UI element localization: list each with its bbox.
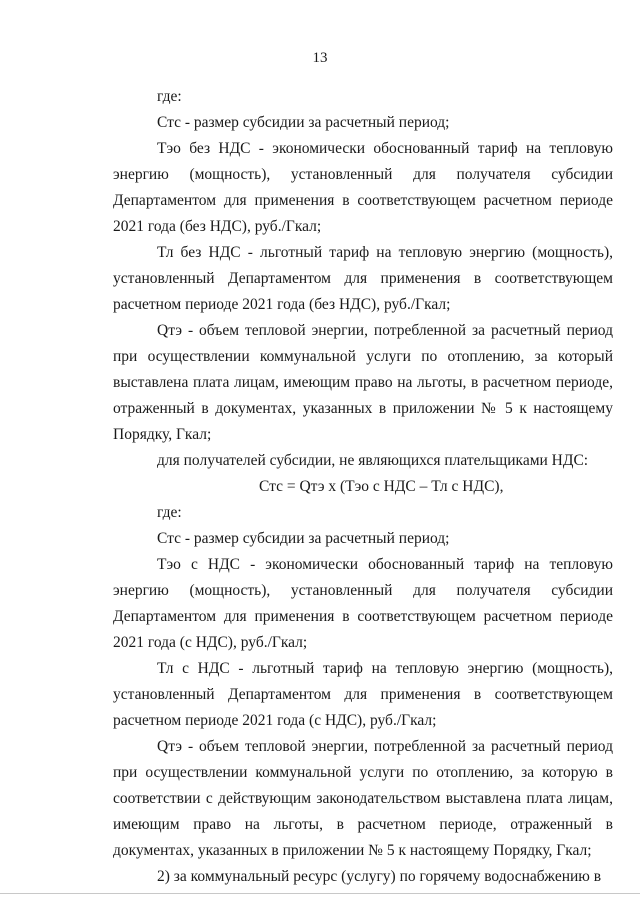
subsidy-formula: Стс = Qтэ х (Тэо с НДС – Тл с НДС), bbox=[259, 478, 504, 495]
definition-stc: Стс - размер субсидии за расчетный период; bbox=[157, 530, 450, 547]
page-bottom-edge bbox=[0, 893, 640, 894]
definition-teo-with-vat: Тэо с НДС - экономически обоснованный тариф на тепловую энергию (мощность), установленный для получателя субсидии Департаментом для применения в соответствующем расчетном периоде 2021 года (с НДС), руб./Гкал; bbox=[113, 556, 613, 651]
page-number: 13 bbox=[312, 50, 328, 66]
document-body bbox=[113, 84, 613, 890]
where-label: где: bbox=[157, 504, 182, 521]
definition-teo-without-vat: Тэо без НДС - экономически обоснованный тариф на тепловую энергию (мощность), установленный для получателя субсидии Департаментом для применения в соответствующем расчетном периоде 2021 года (без НДС), руб./Гкал; bbox=[113, 140, 613, 235]
where-label: где: bbox=[157, 88, 182, 105]
item-2-hot-water: 2) за коммунальный ресурс (услугу) по горячему водоснабжению в bbox=[157, 868, 602, 885]
definition-qte: Qтэ - объем тепловой энергии, потребленной за расчетный период при осуществлении коммунальной услуги по отоплению, за который выставлена плата лицам, имеющим право на льготы, в расчетном периоде, отраженный в документах, указанных в приложении № 5 к настоящему Порядку, Гкал; bbox=[113, 322, 613, 443]
definition-stc: Стс - размер субсидии за расчетный период; bbox=[157, 114, 450, 131]
definition-tl-without-vat: Тл без НДС - льготный тариф на тепловую энергию (мощность), установленный Департаментом для применения в соответствующем расчетном периоде 2021 года (без НДС), руб./Гкал; bbox=[113, 244, 613, 313]
non-vat-payers-heading: для получателей субсидии, не являющихся плательщиками НДС: bbox=[157, 452, 589, 469]
definition-tl-with-vat: Тл с НДС - льготный тариф на тепловую энергию (мощность), установленный Департаментом для применения в соответствующем расчетном периоде 2021 года (с НДС), руб./Гкал; bbox=[113, 660, 613, 729]
definition-qte: Qтэ - объем тепловой энергии, потребленной за расчетный период при осуществлении коммунальной услуги по отоплению, за которую в соответствии с действующим законодательством выставлена плата лицам, имеющим право на льготы, в расчетном периоде, отраженный в документах, указанных в приложении № 5 к настоящему Порядку, Гкал; bbox=[113, 738, 613, 859]
